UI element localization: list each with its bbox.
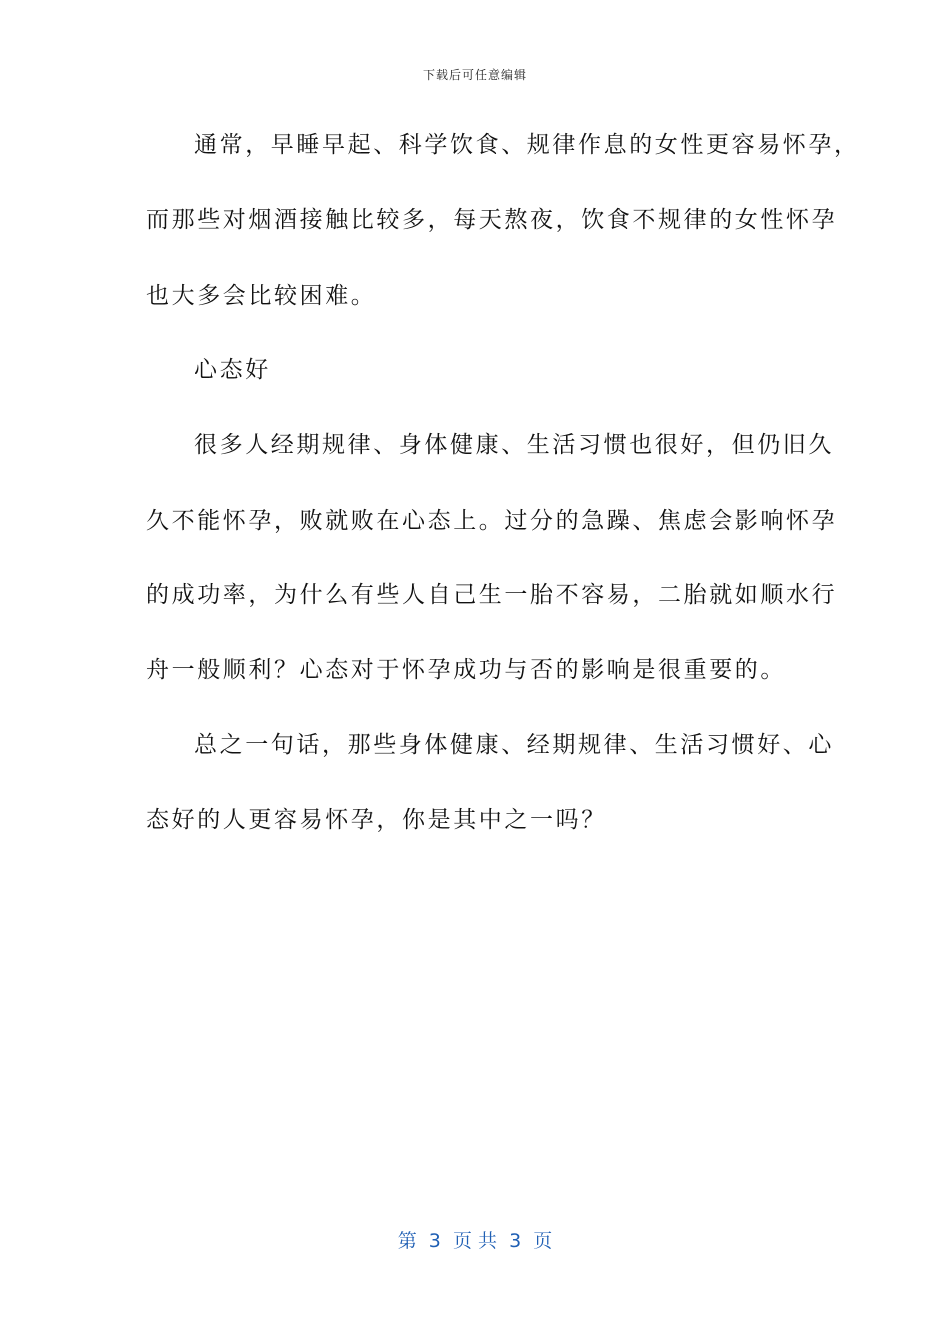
paragraph-line: 总之一句话，那些身体健康、经期规律、生活习惯好、心	[194, 732, 834, 758]
section-heading: 心态好	[194, 357, 271, 383]
paragraph-line: 很多人经期规律、身体健康、生活习惯也很好，但仍旧久	[194, 432, 834, 458]
paragraph-line: 通常，早睡早起、科学饮食、规律作息的女性更容易怀孕，	[194, 132, 860, 158]
page-number-footer	[0, 1226, 950, 1253]
paragraph-line: 也大多会比较困难。	[146, 283, 377, 309]
paragraph-line: 的成功率，为什么有些人自己生一胎不容易，二胎就如顺水行	[146, 582, 838, 608]
page-number-label: 第 3 页 共 3 页	[397, 1230, 553, 1252]
paragraph-line: 舟一般顺利？心态对于怀孕成功与否的影响是很重要的。	[146, 657, 786, 683]
paragraph-line: 而那些对烟酒接触比较多，每天熬夜，饮食不规律的女性怀孕	[146, 207, 838, 233]
page-header-note: 下载后可任意编辑	[422, 68, 527, 82]
paragraph-line: 久不能怀孕，败就败在心态上。过分的急躁、焦虑会影响怀孕	[146, 508, 838, 534]
paragraph-line: 态好的人更容易怀孕，你是其中之一吗？	[146, 807, 607, 833]
